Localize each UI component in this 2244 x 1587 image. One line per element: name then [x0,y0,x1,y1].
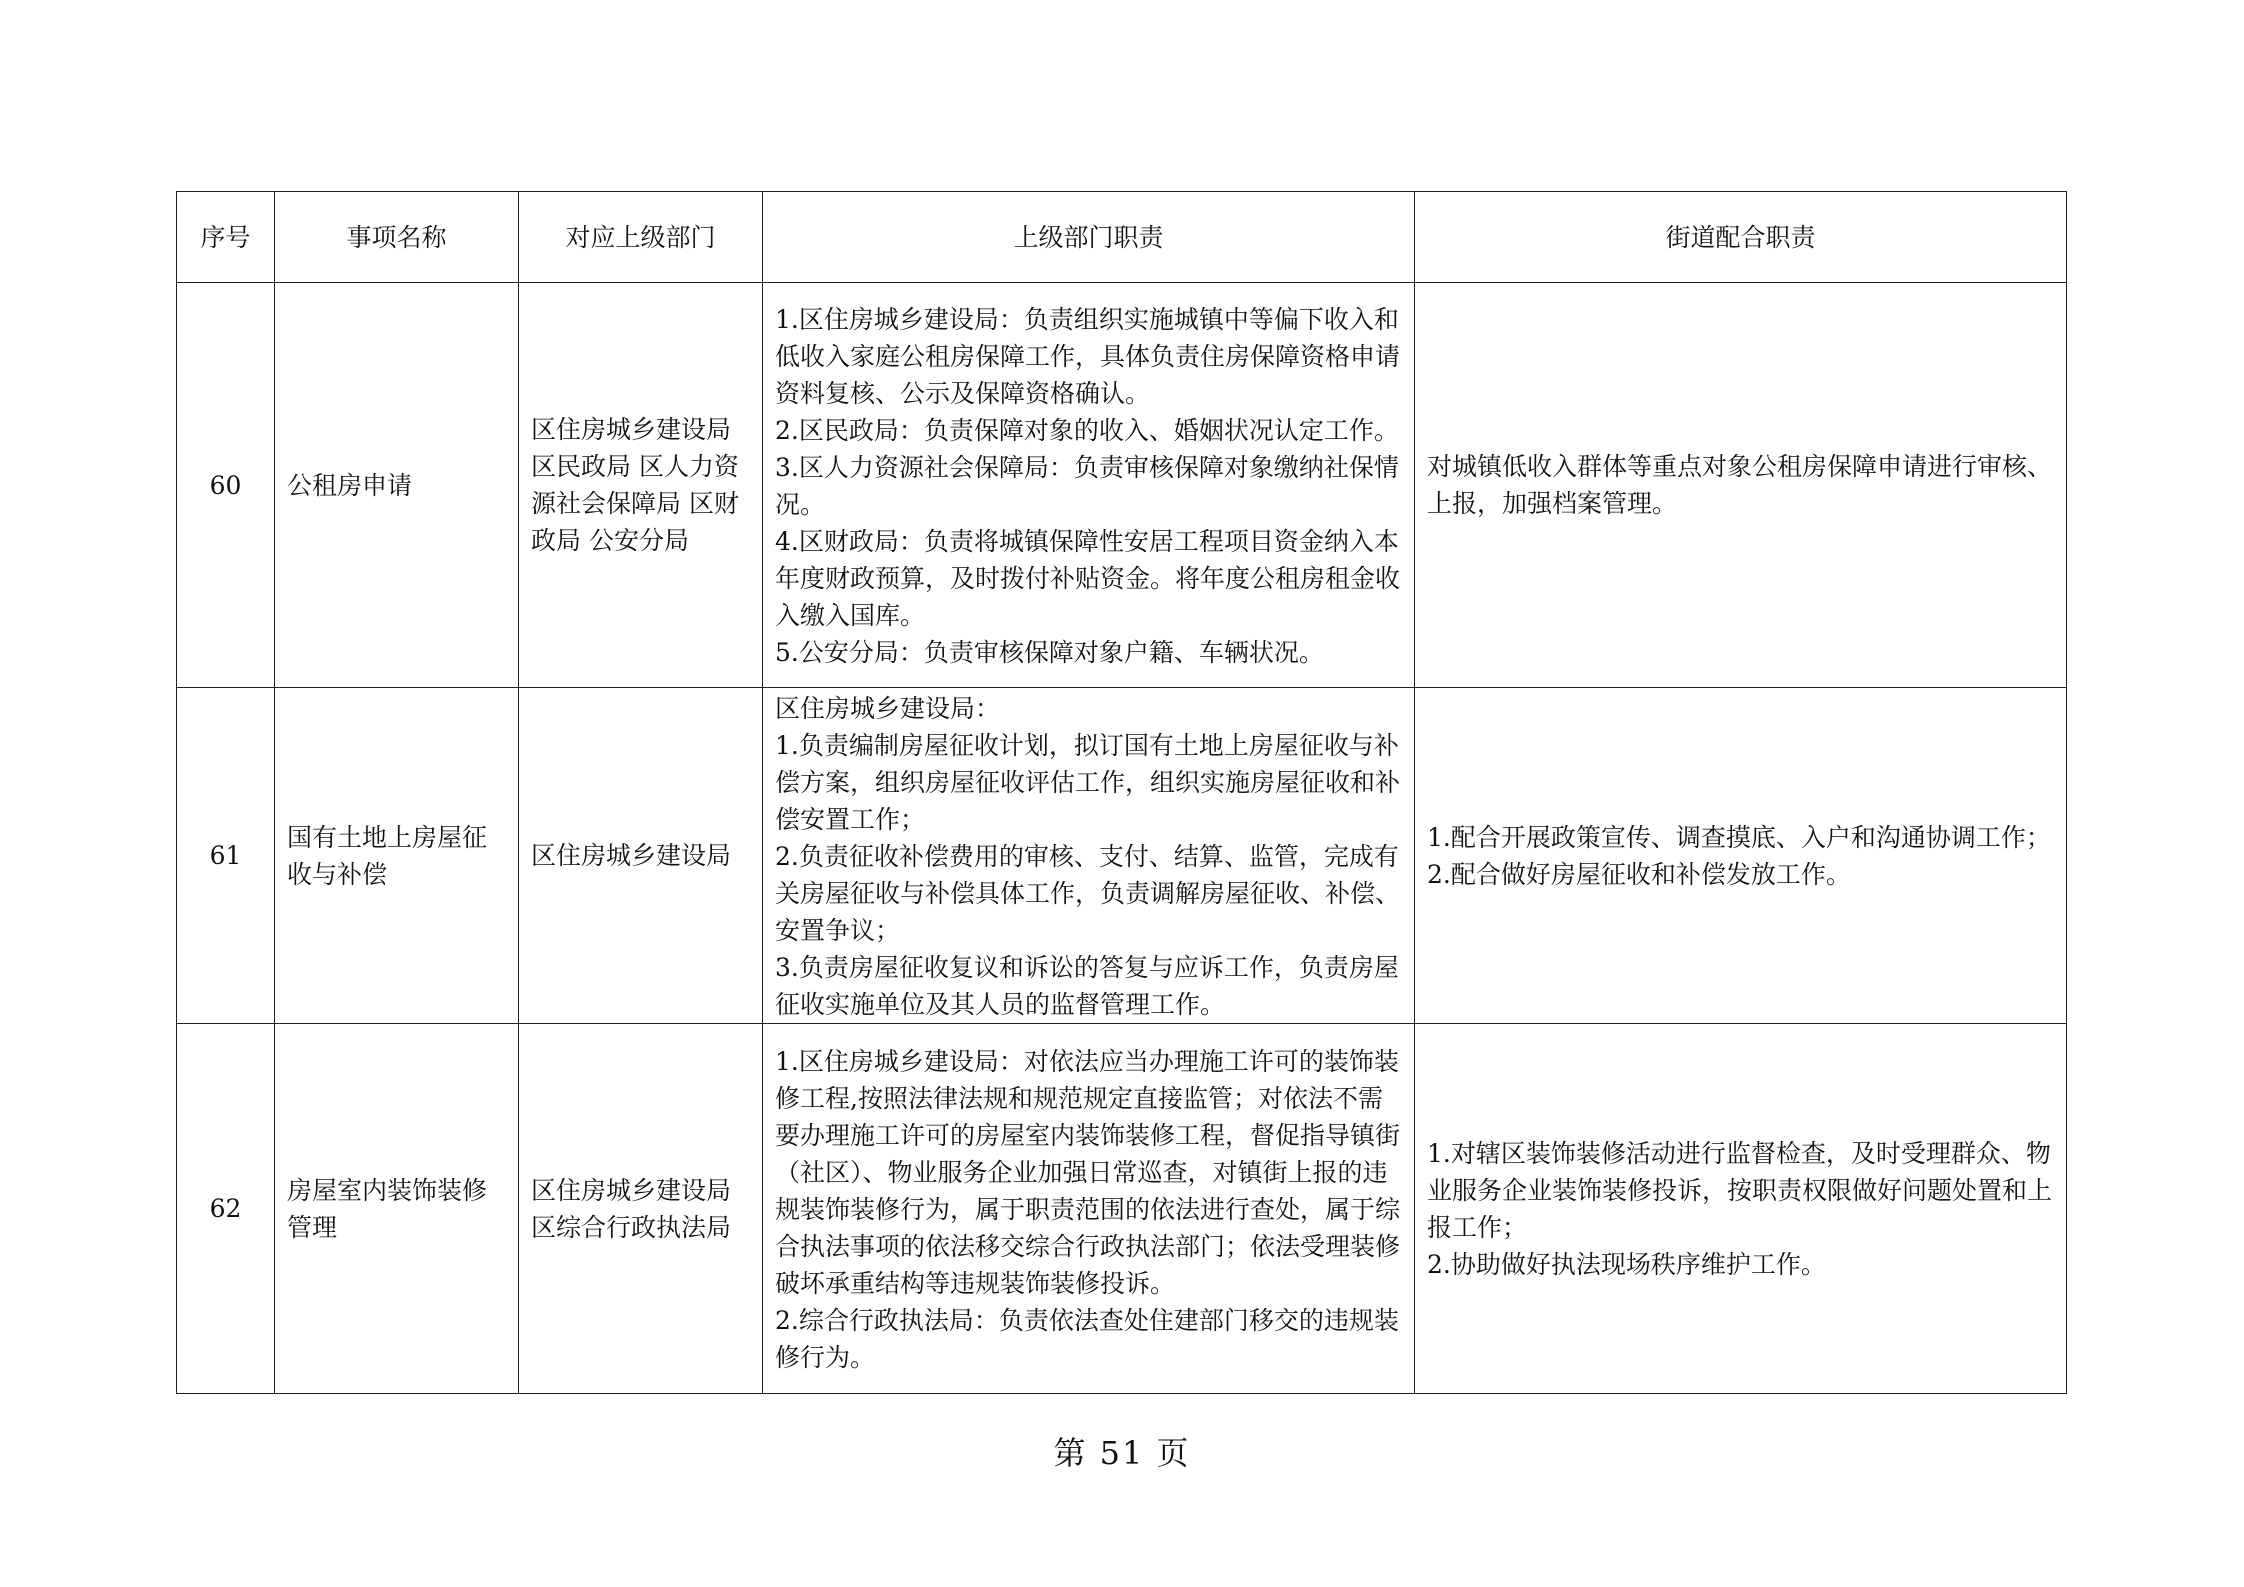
duty-line: 2.负责征收补偿费用的审核、支付、结算、监管，完成有关房屋征收与补偿具体工作，负责调解房屋征收、补偿、安置争议； [775,842,1401,945]
superior-dept: 区住房城乡建设局 [519,688,763,1024]
duty-line: 1.区住房城乡建设局：对依法应当办理施工许可的装饰装修工程,按照法律法规和规范规定直接监管；对依法不需要办理施工许可的房屋室内装饰装修工程，督促指导镇街（社区）、物业服务企业加强日常巡查，对镇街上报的违规装饰装修行为，属于职责范围的依法进行查处，属于综合执法事项的依法移交综合行政执法部门；依法受理装修破坏承重结构等违规装饰装修投诉。 [775,1047,1401,1298]
duty-line: 2.综合行政执法局：负责依法查处住建部门移交的违规装修行为。 [775,1306,1399,1372]
header-superior-duties: 上级部门职责 [763,192,1415,283]
superior-duties [763,1024,1415,1394]
row-number: 60 [177,283,275,688]
header-superior-dept: 对应上级部门 [519,192,763,283]
item-name: 房屋室内装饰装修管理 [275,1024,519,1394]
duty-table [176,191,2067,1394]
duty-line: 5.公安分局：负责审核保障对象户籍、车辆状况。 [775,638,1324,667]
row-number: 61 [177,688,275,1024]
street-duty-line: 2.协助做好执法现场秩序维护工作。 [1427,1249,1826,1279]
duty-line: 区住房城乡建设局： [775,694,1001,723]
street-duty-line: 1.配合开展政策宣传、调查摸底、入户和沟通协调工作； [1427,822,2051,852]
street-duty-line: 2.配合做好房屋征收和补偿发放工作。 [1427,859,1851,889]
street-duty-line: 对城镇低收入群体等重点对象公租房保障申请进行审核、上报，加强档案管理。 [1427,452,2053,518]
duty-line: 3.负责房屋征收复议和诉讼的答复与应诉工作，负责房屋征收实施单位及其人员的监督管理工作。 [775,953,1399,1019]
duty-line: 3.区人力资源社会保障局：负责审核保障对象缴纳社保情况。 [775,453,1399,519]
superior-duties [763,283,1415,688]
duty-line: 4.区财政局：负责将城镇保障性安居工程项目资金纳入本年度财政预算，及时拨付补贴资金。将年度公租房租金收入缴入国库。 [775,527,1401,630]
header-street-duties: 街道配合职责 [1415,192,2067,283]
table-row [177,688,2067,1024]
header-item-name: 事项名称 [275,192,519,283]
table-row [177,283,2067,688]
street-duties [1415,688,2067,1024]
row-number: 62 [177,1024,275,1394]
table-header-row [177,192,2067,283]
item-name: 国有土地上房屋征收与补偿 [275,688,519,1024]
street-duty-line: 1.对辖区装饰装修活动进行监督检查，及时受理群众、物业服务企业装饰装修投诉，按职责权限做好问题处置和上报工作； [1427,1138,2053,1242]
header-index: 序号 [177,192,275,283]
duty-line: 1.负责编制房屋征收计划，拟订国有土地上房屋征收与补偿方案，组织房屋征收评估工作，组织实施房屋征收和补偿安置工作； [775,731,1401,834]
table-row [177,1024,2067,1394]
street-duties [1415,283,2067,688]
street-duties [1415,1024,2067,1394]
superior-duties [763,688,1415,1024]
superior-dept: 区住房城乡建设局 区民政局 区人力资源社会保障局 区财政局 公安分局 [519,283,763,688]
item-name: 公租房申请 [275,283,519,688]
duty-line: 1.区住房城乡建设局：负责组织实施城镇中等偏下收入和低收入家庭公租房保障工作，具体负责住房保障资格申请资料复核、公示及保障资格确认。 [775,305,1401,408]
page-number: 第 51 页 [1053,1434,1191,1472]
duty-line: 2.区民政局：负责保障对象的收入、婚姻状况认定工作。 [775,416,1399,445]
superior-dept: 区住房城乡建设局 区综合行政执法局 [519,1024,763,1394]
